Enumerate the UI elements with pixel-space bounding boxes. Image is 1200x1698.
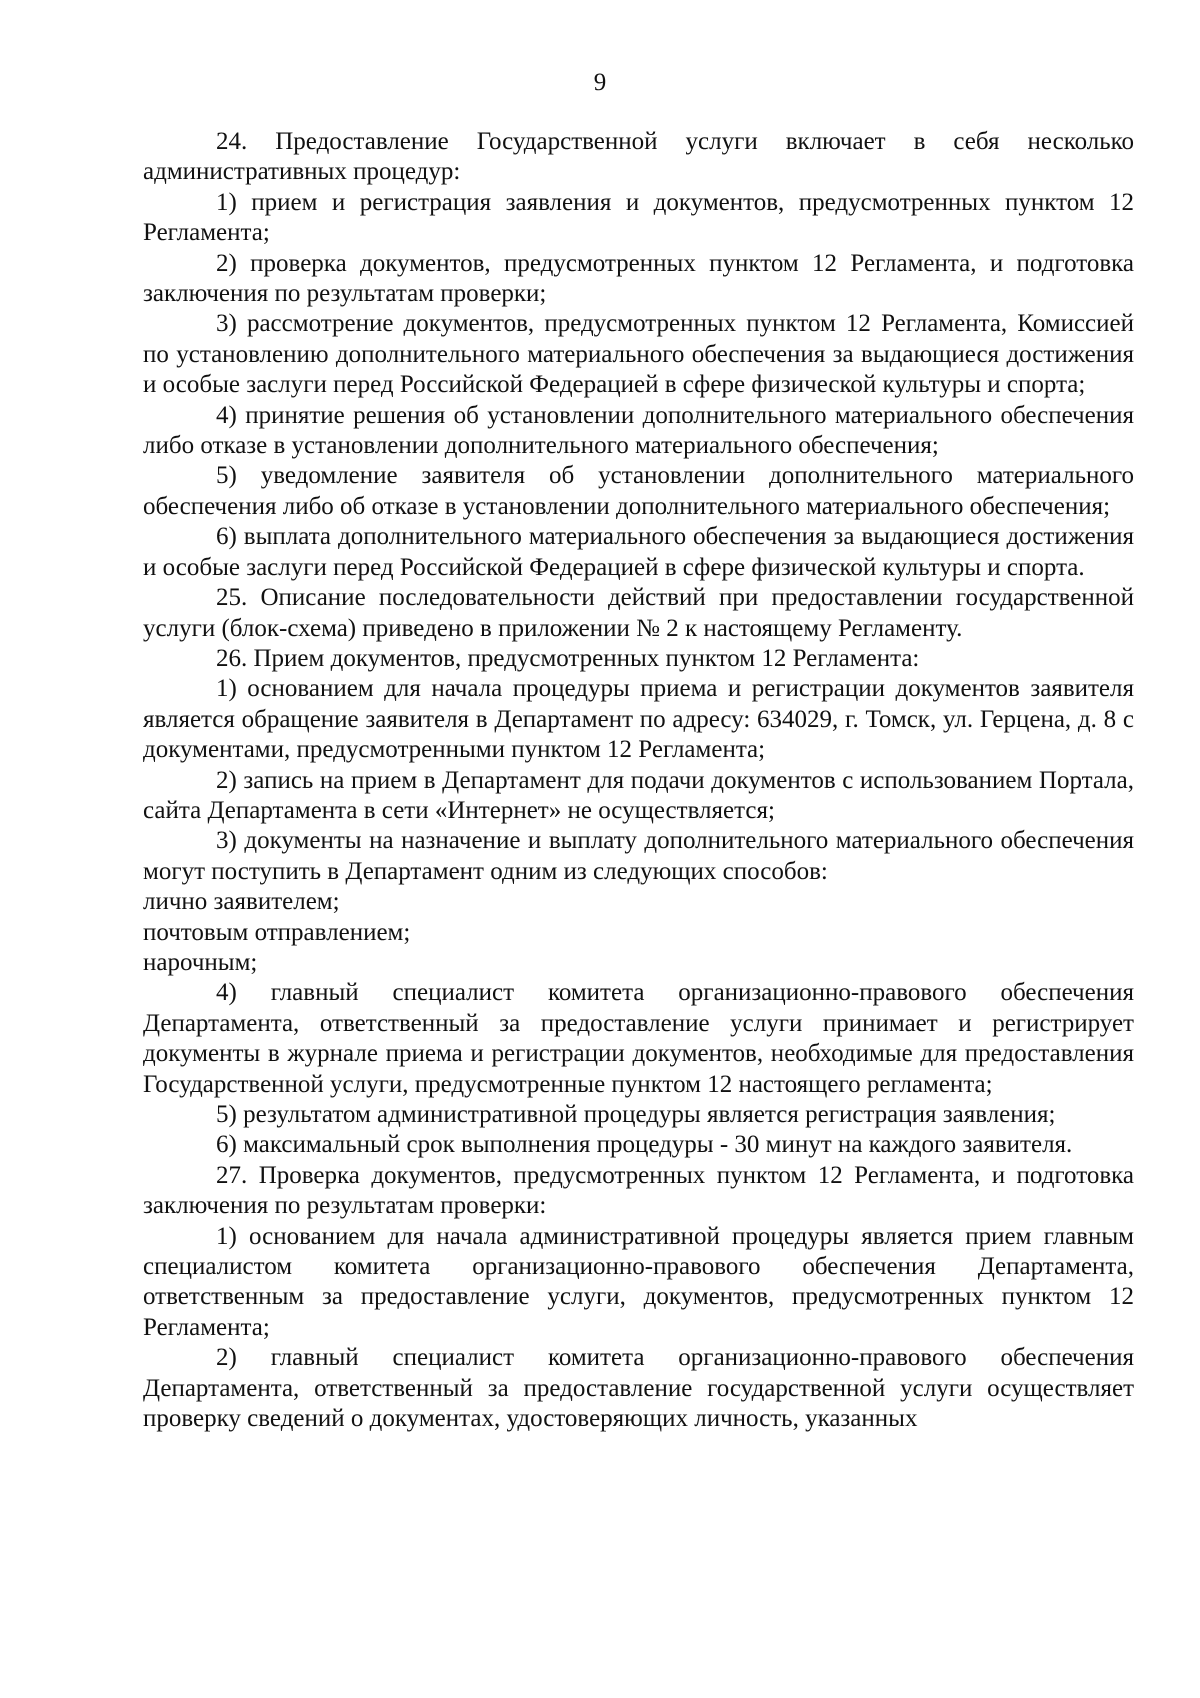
list-item: 2) проверка документов, предусмотренных пунктом 12 Регламента, и подготовка заключения по результатам проверки; [143,249,1134,308]
list-item: 6) максимальный срок выполнения процедуры - 30 минут на каждого заявителя. [216,1131,1073,1159]
paragraph: 25. Описание последовательности действий при предоставлении государственной услуги (блок-схема) приведено в приложении № 2 к настоящему Регламенту. [143,584,1134,642]
list-item: 4) принятие решения об установлении дополнительного материального обеспечения либо отказе в установлении дополнительного материального обеспечения; [143,401,1134,460]
list-item: 1) основанием для начала процедуры приема и регистрации документов заявителя является обращение заявителя в Департамент по адресу: 634029, г. Томск, ул. Герцена, д. 8 с документами, предусмотренными пунктом 12 Регламента; [143,675,1134,764]
list-item: 1) прием и регистрация заявления и документов, предусмотренных пунктом 12 Регламента; [143,188,1134,247]
page-number: 9 [593,69,607,96]
list-item: 3) документы на назначение и выплату дополнительного материального обеспечения могут поступить в Департамент одним из следующих способов: [143,827,1134,885]
list-item: 3) рассмотрение документов, предусмотренных пунктом 12 Регламента, Комиссией по установлению дополнительного материального обеспечения за выдающиеся достижения и особые заслуги перед Российской Федерацией в сфере физической культуры и спорта; [143,310,1134,399]
method-item: почтовым отправлением; [143,918,411,946]
method-item: нарочным; [143,948,258,976]
list-item: 2) главный специалист комитета организационно-правового обеспечения Департамента, ответственный за предоставление государственной услуги осуществляет проверку сведений о документах, удостоверяющих личность, указанных [143,1344,1134,1433]
list-item: 2) запись на прием в Департамент для подачи документов с использованием Портала, сайта Департамента в сети «Интернет» не осуществляется; [143,766,1134,824]
paragraph: 27. Проверка документов, предусмотренных пунктом 12 Регламента, и подготовка заключения по результатам проверки: [143,1161,1134,1220]
method-item: лично заявителем; [143,888,340,916]
list-item: 5) результатом административной процедуры является регистрация заявления; [216,1101,1056,1128]
list-item: 6) выплата дополнительного материального обеспечения за выдающиеся достижения и особые заслуги перед Российской Федерацией в сфере физической культуры и спорта. [143,523,1134,581]
paragraph: 26. Прием документов, предусмотренных пунктом 12 Регламента: [216,644,920,672]
page-body [143,127,1134,1434]
paragraph: 24. Предоставление Государственной услуги включает в себя несколько административных процедур: [143,128,1134,186]
list-item: 4) главный специалист комитета организационно-правового обеспечения Департамента, ответственный за предоставление услуги принимает и регистрирует документы в журнале приема и регистрации документов, необходимые для предоставления Государственной услуги, предусмотренные пунктом 12 настоящего регламента; [143,979,1134,1098]
list-item: 5) уведомление заявителя об установлении дополнительного материального обеспечения либо об отказе в установлении дополнительного материального обеспечения; [143,462,1134,520]
list-item: 1) основанием для начала административной процедуры является прием главным специалистом комитета организационно-правового обеспечения Департамента, ответственным за предоставление услуги, документов, предусмотренных пунктом 12 Регламента; [143,1222,1134,1341]
